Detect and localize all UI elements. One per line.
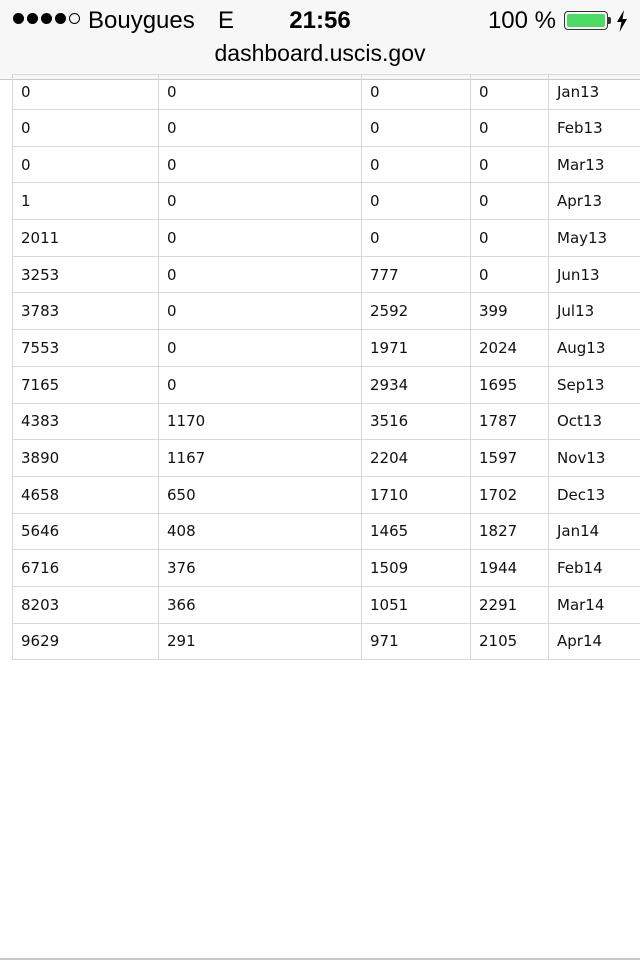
table-cell: 0 [159,75,362,110]
table-cell: 0 [159,256,362,293]
table-cell: 1597 [471,440,549,477]
table-cell: 1051 [362,586,471,623]
battery-tip [608,17,611,24]
table-cell: 1787 [471,403,549,440]
table-row [13,110,640,147]
table-row [13,75,640,110]
table-cell: Apr14 [549,623,640,660]
table-cell: 376 [159,550,362,587]
lightning-bolt-icon [616,10,628,32]
table-row [13,550,640,587]
data-table [12,74,640,660]
table-cell: Feb14 [549,550,640,587]
table-body [13,75,640,660]
carrier-name: Bouygues [88,7,195,34]
table-cell: 8203 [13,586,159,623]
table-cell: Apr13 [549,183,640,220]
table-cell: Jan14 [549,513,640,550]
data-table-container[interactable] [12,74,640,662]
table-cell: Jan13 [549,75,640,110]
table-cell: 1167 [159,440,362,477]
table-cell: 0 [159,183,362,220]
table-cell: 1702 [471,476,549,513]
table-cell: 777 [362,256,471,293]
table-cell: 3783 [13,293,159,330]
table-row [13,256,640,293]
table-cell: Feb13 [549,110,640,147]
table-cell: 1827 [471,513,549,550]
table-cell: 3253 [13,256,159,293]
table-cell: 0 [13,75,159,110]
table-cell: May13 [549,220,640,257]
table-cell: Mar13 [549,146,640,183]
table-cell: 0 [159,293,362,330]
table-cell: 408 [159,513,362,550]
table-cell: Oct13 [549,403,640,440]
battery-level-fill [567,14,605,27]
table-row [13,146,640,183]
battery-icon [564,11,608,30]
battery-percentage: 100 % [487,7,556,34]
table-cell: 0 [362,110,471,147]
table-row [13,183,640,220]
table-row [13,586,640,623]
table-cell: 0 [471,183,549,220]
table-cell: Jun13 [549,256,640,293]
table-row [13,330,640,367]
table-cell: 2024 [471,330,549,367]
table-row [13,623,640,660]
table-cell: 4383 [13,403,159,440]
table-cell: 0 [471,110,549,147]
table-cell: 0 [159,220,362,257]
table-cell: 2934 [362,366,471,403]
table-cell: 1170 [159,403,362,440]
table-cell: 7553 [13,330,159,367]
table-cell: 1944 [471,550,549,587]
table-row [13,366,640,403]
table-cell: 1465 [362,513,471,550]
table-cell: 5646 [13,513,159,550]
table-cell: 1 [13,183,159,220]
status-time: 21:56 [289,7,351,34]
table-cell: 0 [159,330,362,367]
table-cell: Aug13 [549,330,640,367]
table-cell: 3890 [13,440,159,477]
table-cell: 0 [159,366,362,403]
table-cell: 2105 [471,623,549,660]
table-cell: Sep13 [549,366,640,403]
table-cell: 6716 [13,550,159,587]
table-cell: Mar14 [549,586,640,623]
table-cell: 1695 [471,366,549,403]
table-cell: 0 [471,256,549,293]
table-cell: 9629 [13,623,159,660]
table-cell: 0 [13,146,159,183]
table-cell: 650 [159,476,362,513]
table-cell: 0 [362,146,471,183]
table-cell: 366 [159,586,362,623]
table-cell: Dec13 [549,476,640,513]
table-cell: 0 [471,146,549,183]
table-cell: 1509 [362,550,471,587]
table-cell: 0 [159,146,362,183]
table-cell: 0 [362,183,471,220]
table-cell: 4658 [13,476,159,513]
table-cell: 2592 [362,293,471,330]
table-cell: Nov13 [549,440,640,477]
table-cell: 1971 [362,330,471,367]
table-cell: 0 [159,110,362,147]
table-row [13,293,640,330]
browser-top-bar [0,0,640,80]
table-cell: 7165 [13,366,159,403]
table-cell: 0 [362,75,471,110]
table-row [13,440,640,477]
table-cell: 399 [471,293,549,330]
table-row [13,476,640,513]
table-cell: 2011 [13,220,159,257]
table-cell: 0 [471,220,549,257]
table-row [13,513,640,550]
table-row [13,220,640,257]
table-cell: 2291 [471,586,549,623]
table-cell: 0 [471,75,549,110]
table-cell: 0 [13,110,159,147]
table-cell: 291 [159,623,362,660]
table-row [13,403,640,440]
address-bar-url[interactable]: dashboard.uscis.gov [214,40,426,66]
table-cell: 2204 [362,440,471,477]
table-cell: 0 [362,220,471,257]
table-cell: 971 [362,623,471,660]
network-type: E [218,7,235,34]
status-bar [0,0,640,40]
table-cell: Jul13 [549,293,640,330]
table-cell: 3516 [362,403,471,440]
table-cell: 1710 [362,476,471,513]
